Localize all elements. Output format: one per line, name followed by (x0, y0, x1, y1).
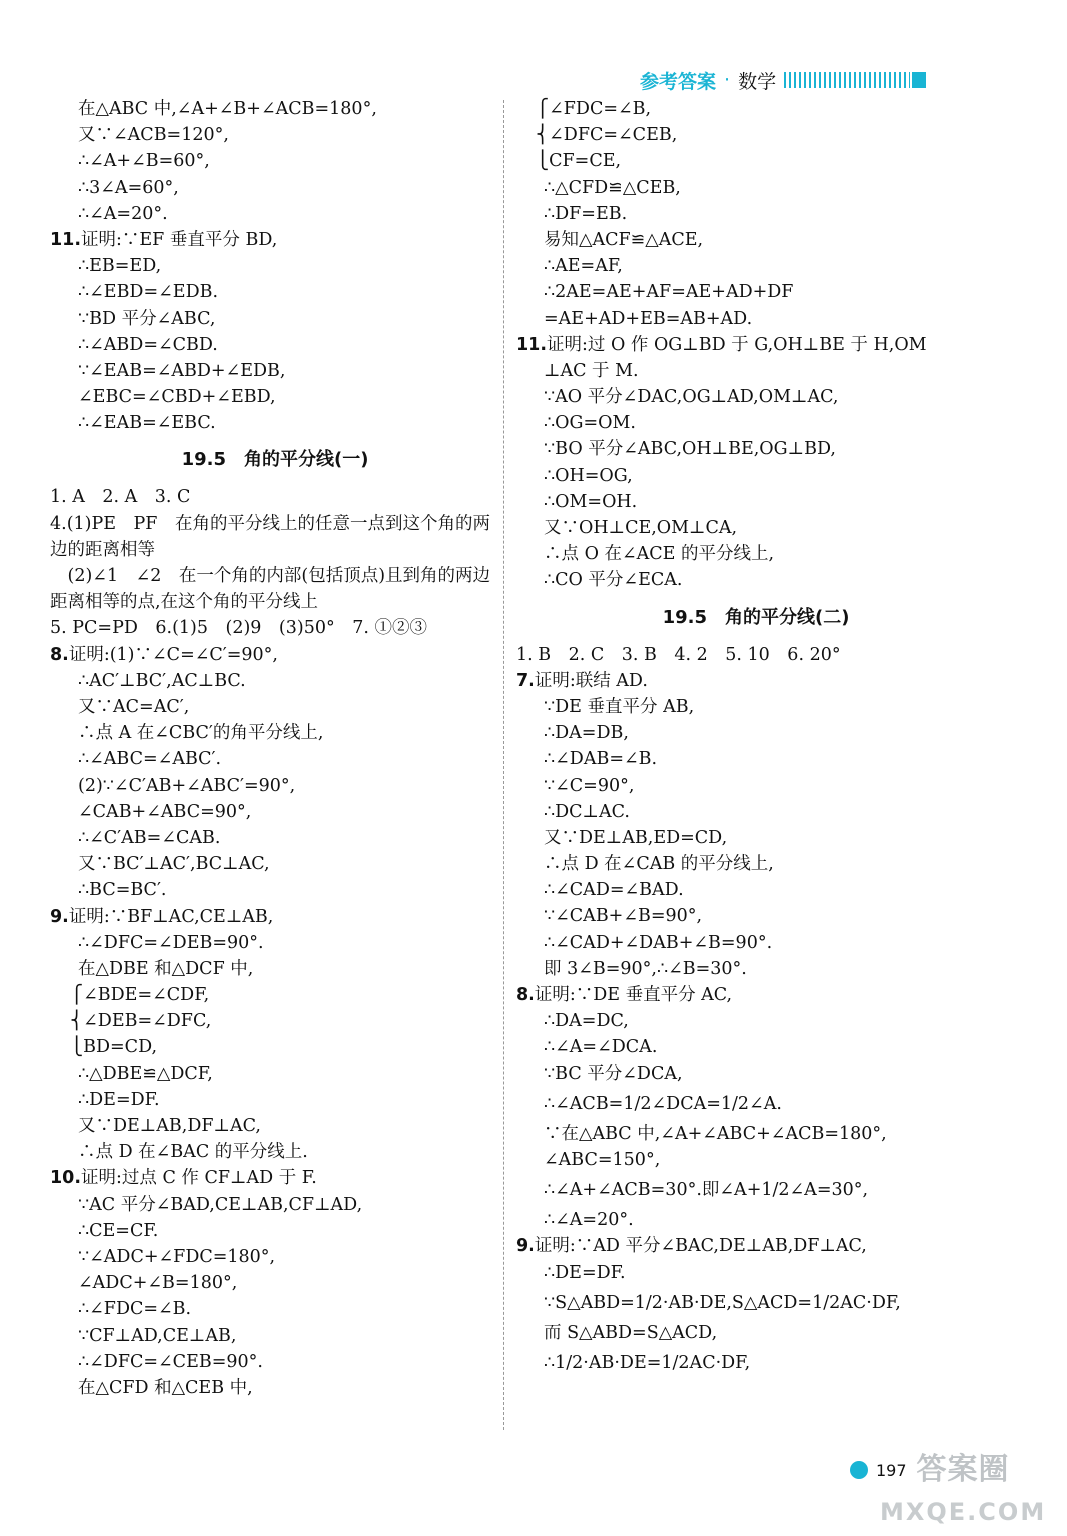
answer-line (516, 384, 996, 410)
answer-line (516, 668, 996, 694)
answer-line (516, 306, 996, 332)
answer-text: ∴∠DFC=∠DEB=90°. (78, 932, 264, 953)
answer-text: 证明:∵BF⊥AC,CE⊥AB, (68, 906, 274, 927)
answer-text: ∴DC⊥AC. (544, 801, 630, 822)
answer-line (50, 615, 500, 641)
answer-text: ∠CAB+∠ABC=90°, (78, 801, 252, 822)
question-number: 9. (516, 1236, 535, 1257)
answer-text: 5. PC=PD 6.(1)5 (2)9 (3)50° 7. ①②③ (50, 618, 428, 639)
answer-text: (2)∵∠C′AB+∠ABC′=90°, (78, 775, 296, 796)
answer-line (516, 1233, 996, 1259)
header-subject: 数学 (738, 70, 777, 93)
answer-text: ∴∠CAD+∠DAB+∠B=90°. (544, 932, 773, 953)
answer-line (50, 201, 500, 227)
answer-line (50, 1034, 500, 1060)
answer-line (50, 122, 500, 148)
answer-line (516, 541, 996, 567)
answer-line (516, 1207, 996, 1233)
answer-line (516, 410, 996, 436)
answer-line (50, 1008, 500, 1034)
answer-text: ∵CF⊥AD,CE⊥AB, (78, 1325, 237, 1346)
answer-text: 1. A 2. A 3. C (50, 487, 191, 508)
answer-line (516, 1286, 996, 1320)
answer-line (516, 799, 996, 825)
answer-line (50, 1165, 500, 1191)
answer-text: ∴DE=DF. (78, 1089, 160, 1110)
answer-text: 4.(1)PE PF 在角的平分线上的任意一点到这个角的两边的距离相等 (50, 513, 490, 560)
question-number: 9. (50, 906, 69, 927)
answer-line (50, 253, 500, 279)
answer-line (516, 1121, 996, 1147)
answer-text: ∴△CFD≌△CEB, (544, 177, 681, 198)
answer-text: ∴∠ABC=∠ABC′. (78, 749, 222, 770)
section-heading: 19.5 角的平分线(二) (662, 606, 850, 628)
answer-line (516, 877, 996, 903)
answer-line (516, 825, 996, 851)
answer-text: ∴DE=DF. (544, 1262, 626, 1283)
question-number: 10. (50, 1168, 82, 1189)
answer-text: ∠EBC=∠CBD+∠EBD, (78, 387, 276, 408)
question-number: 11. (516, 334, 548, 355)
answer-text: ∵∠EAB=∠ABD+∠EDB, (78, 360, 286, 381)
answer-line (50, 511, 500, 563)
answer-line (516, 515, 996, 541)
answer-line (516, 1034, 996, 1060)
answer-line (516, 358, 996, 384)
question-number: 7. (516, 670, 535, 691)
answer-text: ∴∠FDC=∠B. (78, 1299, 192, 1320)
answer-text: ∴∠ACB=1/2∠DCA=1/2∠A. (544, 1093, 782, 1114)
answer-line (50, 720, 500, 746)
answer-text: 又∵OH⊥CE,OM⊥CA, (544, 518, 738, 538)
answer-line (50, 825, 500, 851)
answer-text: ⎧∠FDC=∠B, (536, 99, 652, 119)
answer-text: ∴1/2·AB·DE=1/2AC·DF, (544, 1352, 751, 1373)
answer-text: (2)∠1 ∠2 在一个角的内部(包括顶点)且到角的两边距离相等的点,在这个角的平分线上 (50, 566, 491, 613)
answer-line (516, 122, 996, 148)
answer-text: ∵S△ABD=1/2·AB·DE,S△ACD=1/2AC·DF, (544, 1292, 901, 1313)
answer-text: 易知△ACF≌△ACE, (544, 229, 704, 250)
answer-text: ∴点 D 在∠BAC 的平分线上. (78, 1142, 308, 1163)
answer-line (516, 956, 996, 982)
answer-line (50, 96, 500, 122)
answer-line (516, 1087, 996, 1121)
answer-line (50, 410, 500, 436)
answer-text: 又∵AC=AC′, (78, 697, 190, 717)
watermark-url: MXQE.COM (880, 1498, 1047, 1526)
answer-text: ∵在△ABC 中,∠A+∠ABC+∠ACB=180°, (544, 1123, 887, 1144)
header-title: 参考答案 (640, 70, 717, 93)
answer-line (516, 642, 996, 668)
answer-text: ∵BO 平分∠ABC,OH⊥BE,OG⊥BD, (544, 439, 836, 460)
answer-line (516, 773, 996, 799)
answer-text: ∴点 A 在∠CBC′的角平分线上, (78, 723, 324, 744)
answer-text: 1. B 2. C 3. B 4. 2 5. 10 6. 20° (516, 644, 841, 665)
answer-text: ∵∠ADC+∠FDC=180°, (78, 1246, 276, 1267)
answer-text: ∴∠A+∠B=60°, (78, 151, 210, 172)
answer-line (516, 720, 996, 746)
answer-line (50, 773, 500, 799)
answer-line (50, 332, 500, 358)
answer-line (50, 877, 500, 903)
answer-line (50, 956, 500, 982)
question-number: 11. (50, 229, 82, 250)
answer-line (516, 903, 996, 929)
answer-text: ∴∠EBD=∠EDB. (78, 282, 219, 303)
answer-line (50, 1349, 500, 1375)
answer-line (516, 1061, 996, 1087)
section-heading: 19.5 角的平分线(一) (181, 449, 369, 471)
answer-line (516, 1346, 996, 1380)
answer-text: ∴DF=EB. (544, 203, 628, 224)
answer-line (50, 799, 500, 825)
answer-text: ∴2AE=AE+AF=AE+AD+DF (544, 282, 794, 303)
answer-line (516, 253, 996, 279)
answer-line (50, 1087, 500, 1113)
answer-text: 证明:(1)∵∠C=∠C′=90°, (68, 644, 278, 665)
answer-line (516, 1008, 996, 1034)
answer-line (50, 1113, 500, 1139)
answer-text: ∴OM=OH. (544, 491, 638, 512)
answer-line (50, 227, 500, 253)
answer-line (516, 175, 996, 201)
answer-text: ⎩BD=CD, (70, 1037, 158, 1058)
answer-text: 又∵BC′⊥AC′,BC⊥AC, (78, 854, 270, 875)
answer-text: ∴∠C′AB=∠CAB. (78, 827, 221, 848)
answer-line (50, 1139, 500, 1165)
page-number: 197 (876, 1460, 907, 1480)
answer-line (516, 982, 996, 1008)
answer-line (50, 694, 500, 720)
answer-text: 证明:∵DE 垂直平分 AC, (534, 985, 733, 1005)
answer-line (50, 642, 500, 668)
answer-text: ∵BD 平分∠ABC, (78, 308, 216, 329)
answer-text: ⎩CF=CE, (536, 151, 622, 172)
answer-text: 证明:过 O 作 OG⊥BD 于 G,OH⊥BE 于 H,OM (547, 334, 927, 355)
answer-text: ∴△DBE≌△DCF, (78, 1063, 213, 1084)
footer-dot-icon (850, 1461, 868, 1479)
header-stripe-decoration (784, 72, 910, 88)
answer-text: 即 3∠B=90°,∴∠B=30°. (544, 958, 747, 979)
answer-line (50, 746, 500, 772)
header-block-decoration (912, 72, 926, 88)
answer-line (516, 694, 996, 720)
answer-text: ∴AC′⊥BC′,AC⊥BC. (78, 670, 246, 691)
answer-text: ∴OH=OG, (544, 465, 633, 486)
answer-line (516, 436, 996, 462)
answer-text: 在△ABC 中,∠A+∠B+∠ACB=180°, (78, 99, 377, 119)
answer-text: 又∵DE⊥AB,ED=CD, (544, 827, 728, 848)
answer-text: 又∵DE⊥AB,DF⊥AC, (78, 1116, 261, 1136)
answer-text: ∴CO 平分∠ECA. (544, 570, 683, 591)
answer-text: ∵BC 平分∠DCA, (544, 1063, 683, 1084)
answer-line (50, 148, 500, 174)
answer-line (516, 279, 996, 305)
answer-line (516, 851, 996, 877)
answer-line (516, 1147, 996, 1173)
answer-text: ∴EB=ED, (78, 256, 162, 277)
column-divider (503, 100, 504, 1430)
answer-line (516, 1173, 996, 1207)
answer-text: ∴DA=DB, (544, 723, 629, 744)
answer-line (516, 1320, 996, 1346)
answer-line (50, 1375, 500, 1401)
answer-text: ∵AO 平分∠DAC,OG⊥AD,OM⊥AC, (544, 387, 839, 408)
answer-text: ∴CE=CF. (78, 1220, 159, 1241)
answer-line (50, 1323, 500, 1349)
answer-text: ∴∠A=∠DCA. (544, 1037, 658, 1058)
answer-line (50, 1218, 500, 1244)
answer-text: ∴∠EAB=∠EBC. (78, 413, 216, 434)
answer-text: ⎨∠DEB=∠DFC, (70, 1011, 212, 1032)
answer-text: ∴∠CAD=∠BAD. (544, 880, 684, 901)
answer-line (50, 1192, 500, 1218)
answer-text: ⎧∠BDE=∠CDF, (70, 985, 210, 1006)
answer-text: ⊥AC 于 M. (544, 360, 639, 381)
answer-line (516, 96, 996, 122)
answer-line (516, 148, 996, 174)
answer-line (50, 904, 500, 930)
answer-text: ∴点 O 在∠ACE 的平分线上, (544, 544, 775, 565)
answer-line (516, 1260, 996, 1286)
answer-line (516, 332, 996, 358)
right-column (516, 96, 996, 1380)
answer-text: ∵AC 平分∠BAD,CE⊥AB,CF⊥AD, (78, 1194, 363, 1215)
answer-text: ∴∠DFC=∠CEB=90°. (78, 1351, 263, 1372)
answer-line (516, 567, 996, 593)
answer-line (50, 1270, 500, 1296)
answer-line (50, 982, 500, 1008)
answer-text: ∴点 D 在∠CAB 的平分线上, (544, 854, 774, 875)
answer-text: ∵DE 垂直平分 AB, (544, 696, 695, 717)
answer-text: 证明:∵EF 垂直平分 BD, (81, 229, 278, 250)
answer-text: ∴∠A=20°. (78, 203, 168, 224)
answer-text: 在△CFD 和△CEB 中, (78, 1377, 253, 1398)
answer-line (50, 1244, 500, 1270)
answer-text: 证明:∵AD 平分∠BAC,DE⊥AB,DF⊥AC, (534, 1236, 867, 1257)
answer-line (516, 930, 996, 956)
answer-text: ∴3∠A=60°, (78, 177, 179, 198)
answer-text: =AE+AD+EB=AB+AD. (544, 308, 753, 329)
answer-line (516, 227, 996, 253)
answer-text: ⎨∠DFC=∠CEB, (536, 125, 678, 146)
answer-line (50, 358, 500, 384)
answer-text: ∠ABC=150°, (544, 1149, 661, 1170)
answer-text: ∵∠CAB+∠B=90°, (544, 906, 703, 927)
watermark-logo: 答案圈 (916, 1452, 1010, 1487)
answer-text: ∴OG=OM. (544, 413, 636, 434)
answer-line (50, 668, 500, 694)
answer-line (516, 489, 996, 515)
answer-text: ∵∠C=90°, (544, 775, 635, 796)
answer-line (50, 175, 500, 201)
page-footer (850, 1440, 1060, 1500)
answer-line (50, 306, 500, 332)
answer-text: ∴∠DAB=∠B. (544, 749, 658, 770)
answer-text: ∴DA=DC, (544, 1011, 629, 1032)
answer-line (50, 1296, 500, 1322)
answer-line (50, 563, 500, 615)
header-dot: · (724, 69, 731, 91)
answer-line (516, 746, 996, 772)
answer-text: 而 S△ABD=S△ACD, (544, 1322, 718, 1343)
answer-line (50, 851, 500, 877)
answer-text: ∴∠ABD=∠CBD. (78, 334, 218, 355)
answer-text: 在△DBE 和△DCF 中, (78, 958, 254, 979)
answer-line (50, 1061, 500, 1087)
answer-text: ∴BC=BC′. (78, 880, 167, 901)
left-column (50, 96, 500, 1401)
answer-text: 证明:联结 AD. (534, 670, 648, 691)
answer-line (50, 279, 500, 305)
question-number: 8. (50, 644, 69, 665)
answer-text: ∠ADC+∠B=180°, (78, 1273, 238, 1294)
answer-text: 证明:过点 C 作 CF⊥AD 于 F. (81, 1168, 317, 1189)
answer-text: 又∵∠ACB=120°, (78, 125, 229, 146)
answer-line (50, 930, 500, 956)
answer-line (50, 484, 500, 510)
answer-text: ∴AE=AF, (544, 256, 623, 277)
answer-line (516, 463, 996, 489)
question-number: 8. (516, 985, 535, 1005)
answer-line (516, 201, 996, 227)
page-header (640, 62, 990, 98)
answer-text: ∴∠A=20°. (544, 1210, 634, 1231)
answer-line (50, 384, 500, 410)
answer-text: ∴∠A+∠ACB=30°.即∠A+1/2∠A=30°, (544, 1180, 869, 1201)
